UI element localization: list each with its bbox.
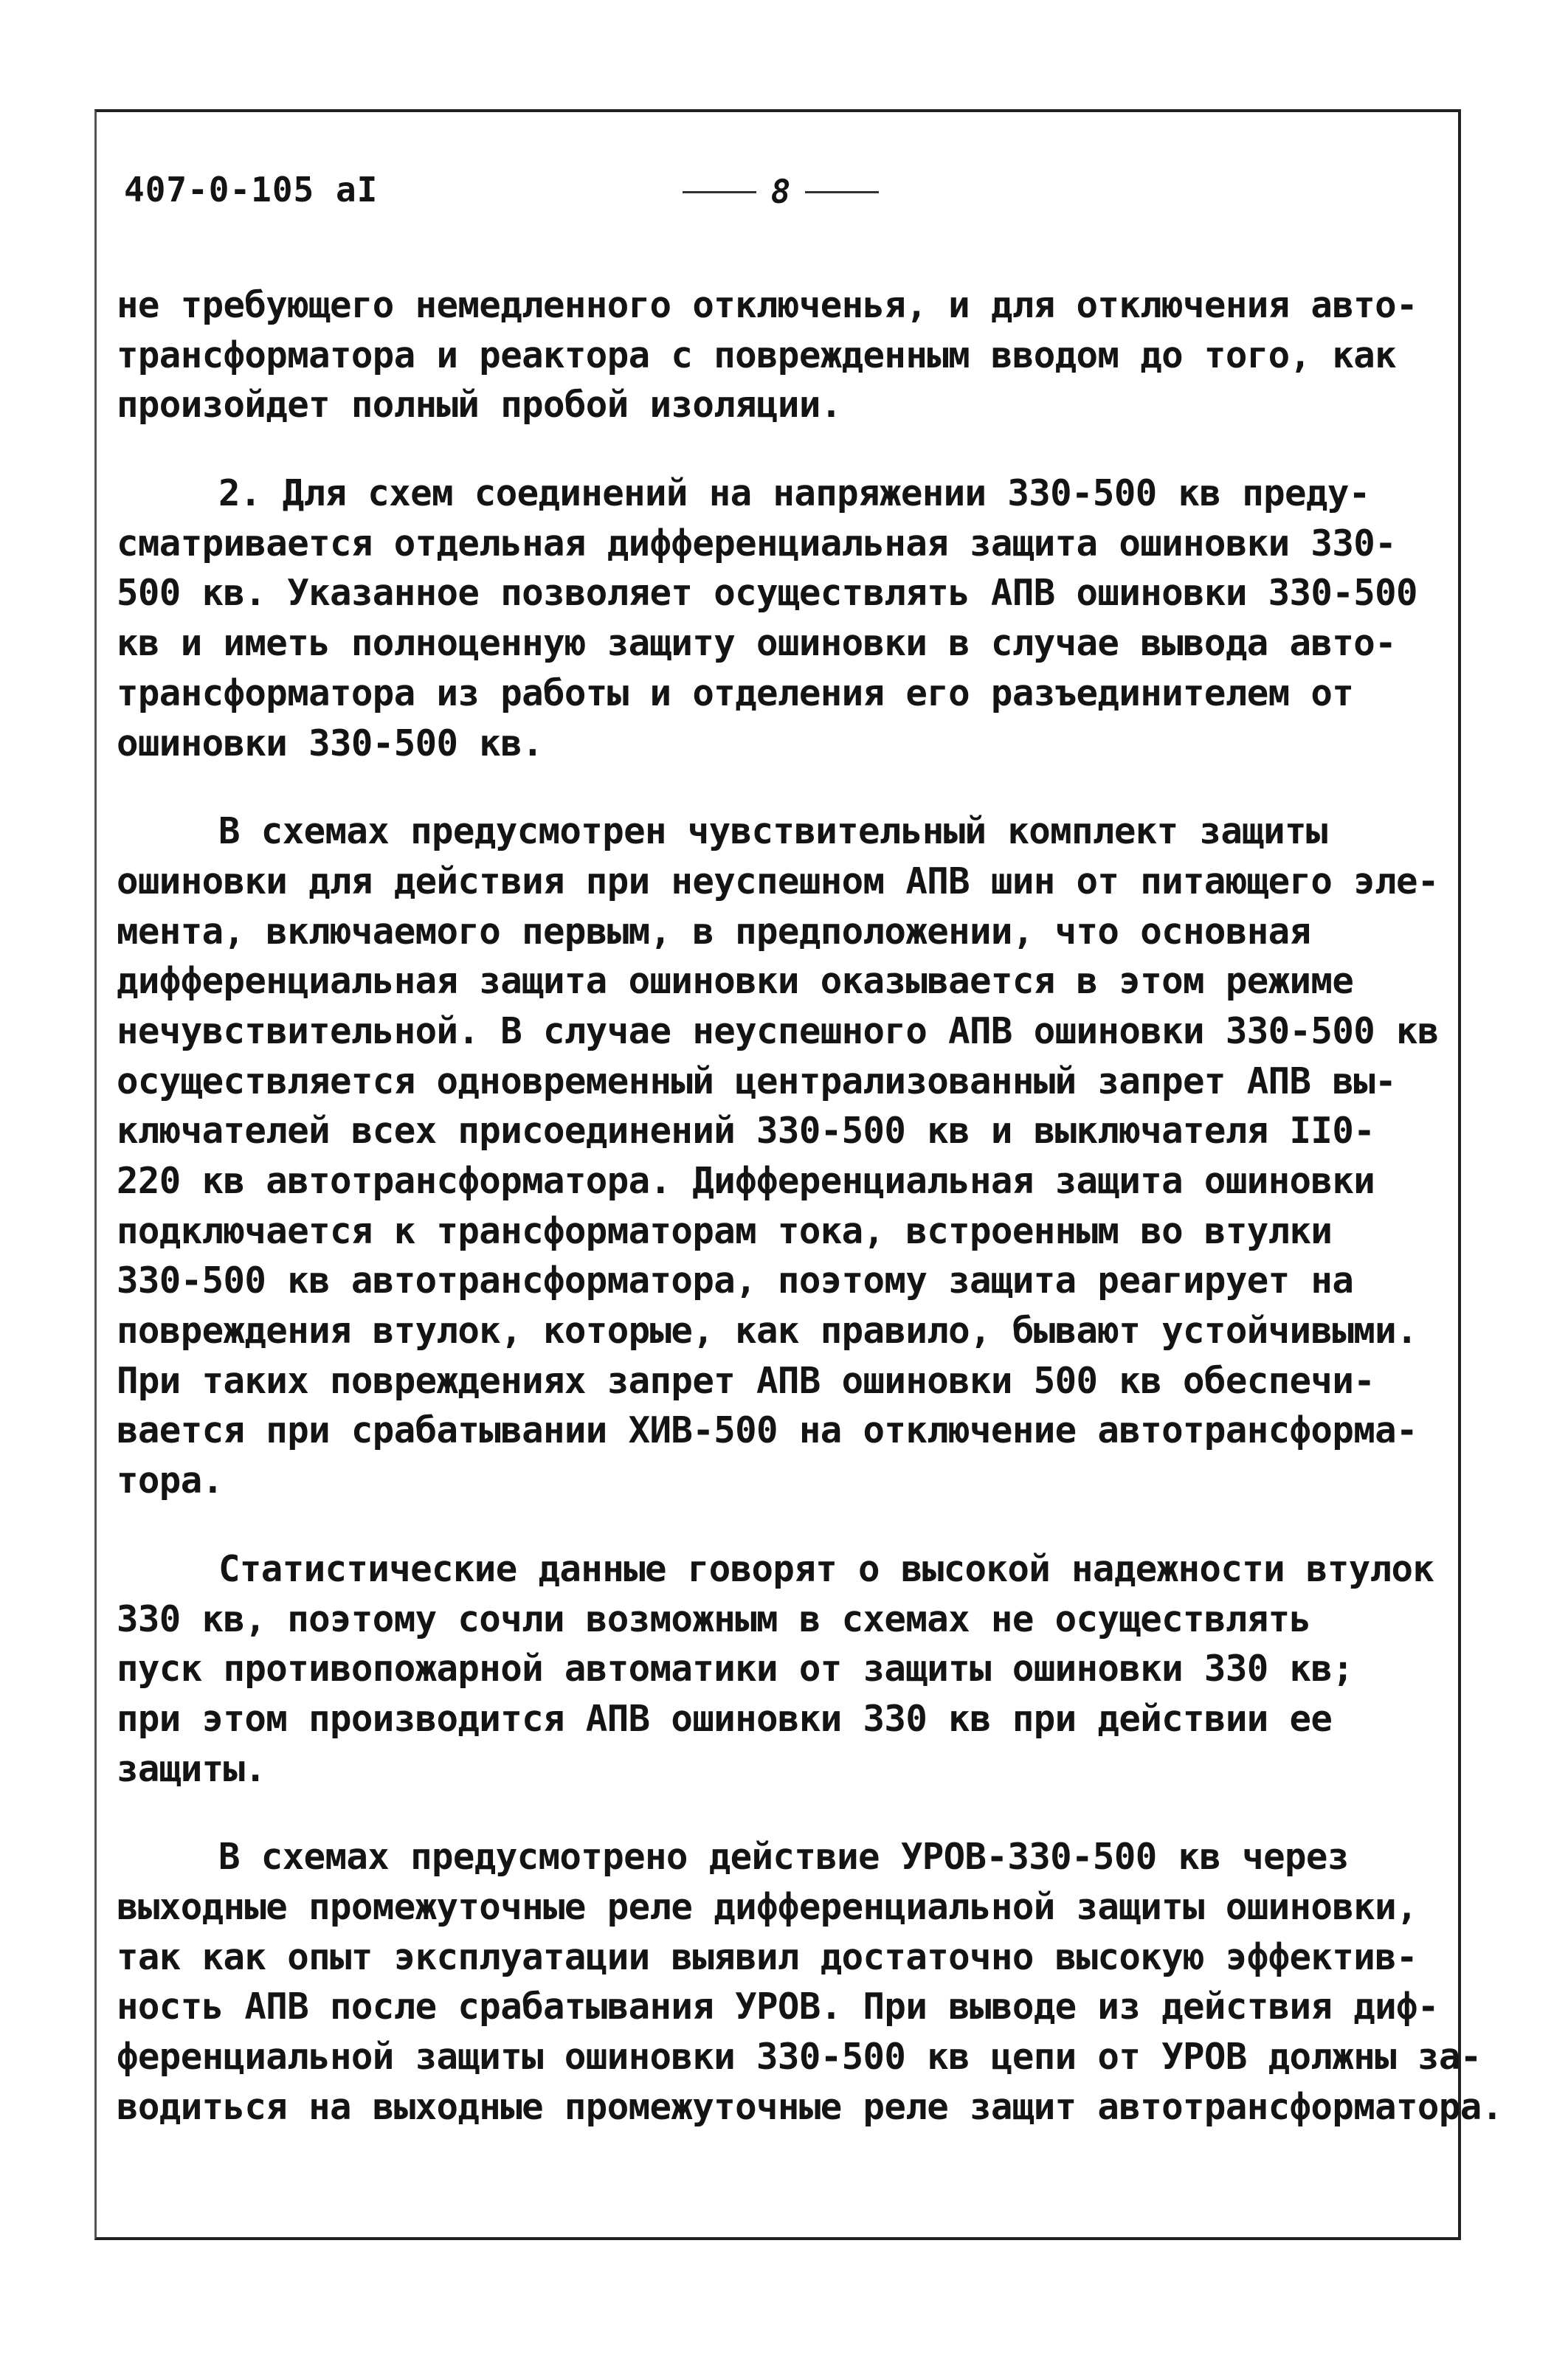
paragraph-2 [117, 469, 1460, 768]
text-line: Статистические данные говорят о высокой надежности втулок [218, 1547, 1434, 1590]
text-line: В схемах предусмотрено действие УРОВ-330-500 кв через [218, 1836, 1349, 1879]
text-line: осуществляется одновременный централизованный запрет АПВ вы- [117, 1060, 1397, 1102]
text-line: 330-500 кв автотрансформатора, поэтому защита реагирует на [117, 1260, 1354, 1302]
text-line: мента, включаемого первым, в предположении, что основная [117, 910, 1311, 953]
paragraph-5 [117, 1832, 1503, 2132]
page-number: 8 [770, 173, 791, 211]
text-line: ошиновки 330-500 кв. [117, 722, 544, 764]
text-line: так как опыт эксплуатации выявил достаточно высокую эффектив- [117, 1935, 1417, 1978]
text-line: 500 кв. Указанное позволяет осуществлять АПВ ошиновки 330-500 [117, 572, 1417, 615]
text-line: дифференциальная защита ошиновки оказывается в этом режиме [117, 960, 1354, 1003]
text-line: не требующего немедленного отключенья, и для отключения авто- [117, 284, 1417, 326]
page-number-dash-right [805, 191, 879, 193]
text-line: ференциальной защиты ошиновки 330-500 кв цепи от УРОВ должны за- [117, 2036, 1482, 2078]
text-line: ключателей всех присоединений 330-500 кв и выключателя II0- [117, 1110, 1375, 1153]
text-line: ность АПВ после срабатывания УРОВ. При выводе из действия диф- [117, 1986, 1439, 2028]
text-line: подключается к трансформаторам тока, встроенным во втулки [117, 1209, 1333, 1252]
text-line: пуск противопожарной автоматики от защиты ошиновки 330 кв; [117, 1648, 1354, 1690]
text-line: ошиновки для действия при неуспешном АПВ шин от питающего эле- [117, 860, 1439, 902]
text-line: защиты. [117, 1747, 266, 1790]
text-line: нечувствительной. В случае неуспешного АПВ ошиновки 330-500 кв [117, 1009, 1439, 1052]
text-line: произойдет полный пробой изоляции. [117, 384, 842, 426]
text-line: кв и иметь полноценную защиту ошиновки в случае вывода авто- [117, 622, 1397, 665]
document-number: 407-0-105 aI [124, 170, 379, 210]
page-header [124, 170, 1437, 221]
text-line: водиться на выходные промежуточные реле защит автотрансформатора. [117, 2085, 1503, 2128]
document-body [117, 280, 1503, 2170]
text-line: 220 кв автотрансформатора. Дифференциальная защита ошиновки [117, 1160, 1375, 1202]
paragraph-4 [117, 1544, 1460, 1794]
text-line: трансформатора из работы и отделения его разъединителем от [117, 671, 1354, 714]
text-line: В схемах предусмотрен чувствительный комплект защиты [218, 810, 1327, 853]
text-line: трансформатора и реактора с поврежденным вводом до того, как [117, 334, 1397, 376]
text-line: При таких повреждениях запрет АПВ ошиновки 500 кв обеспечи- [117, 1359, 1375, 1402]
text-line: тора. [117, 1459, 224, 1502]
text-line: выходные промежуточные реле дифференциальной защиты ошиновки, [117, 1885, 1417, 1928]
page-number-dash-left [683, 191, 756, 193]
text-line: вается при срабатывании ХИВ-500 на отключение автотрансформа- [117, 1409, 1417, 1452]
text-line: 330 кв, поэтому сочли возможным в схемах не осуществлять [117, 1597, 1311, 1640]
text-line: при этом производится АПВ ошиновки 330 кв при действии ее [117, 1697, 1333, 1740]
paragraph-1 [117, 280, 1460, 430]
text-line: сматривается отдельная дифференциальная защита ошиновки 330- [117, 522, 1397, 564]
paragraph-3 [117, 806, 1460, 1506]
text-line: повреждения втулок, которые, как правило, бывают устойчивыми. [117, 1310, 1417, 1352]
page-number-block [640, 170, 921, 214]
text-line: 2. Для схем соединений на напряжении 330-500 кв преду- [218, 472, 1370, 515]
